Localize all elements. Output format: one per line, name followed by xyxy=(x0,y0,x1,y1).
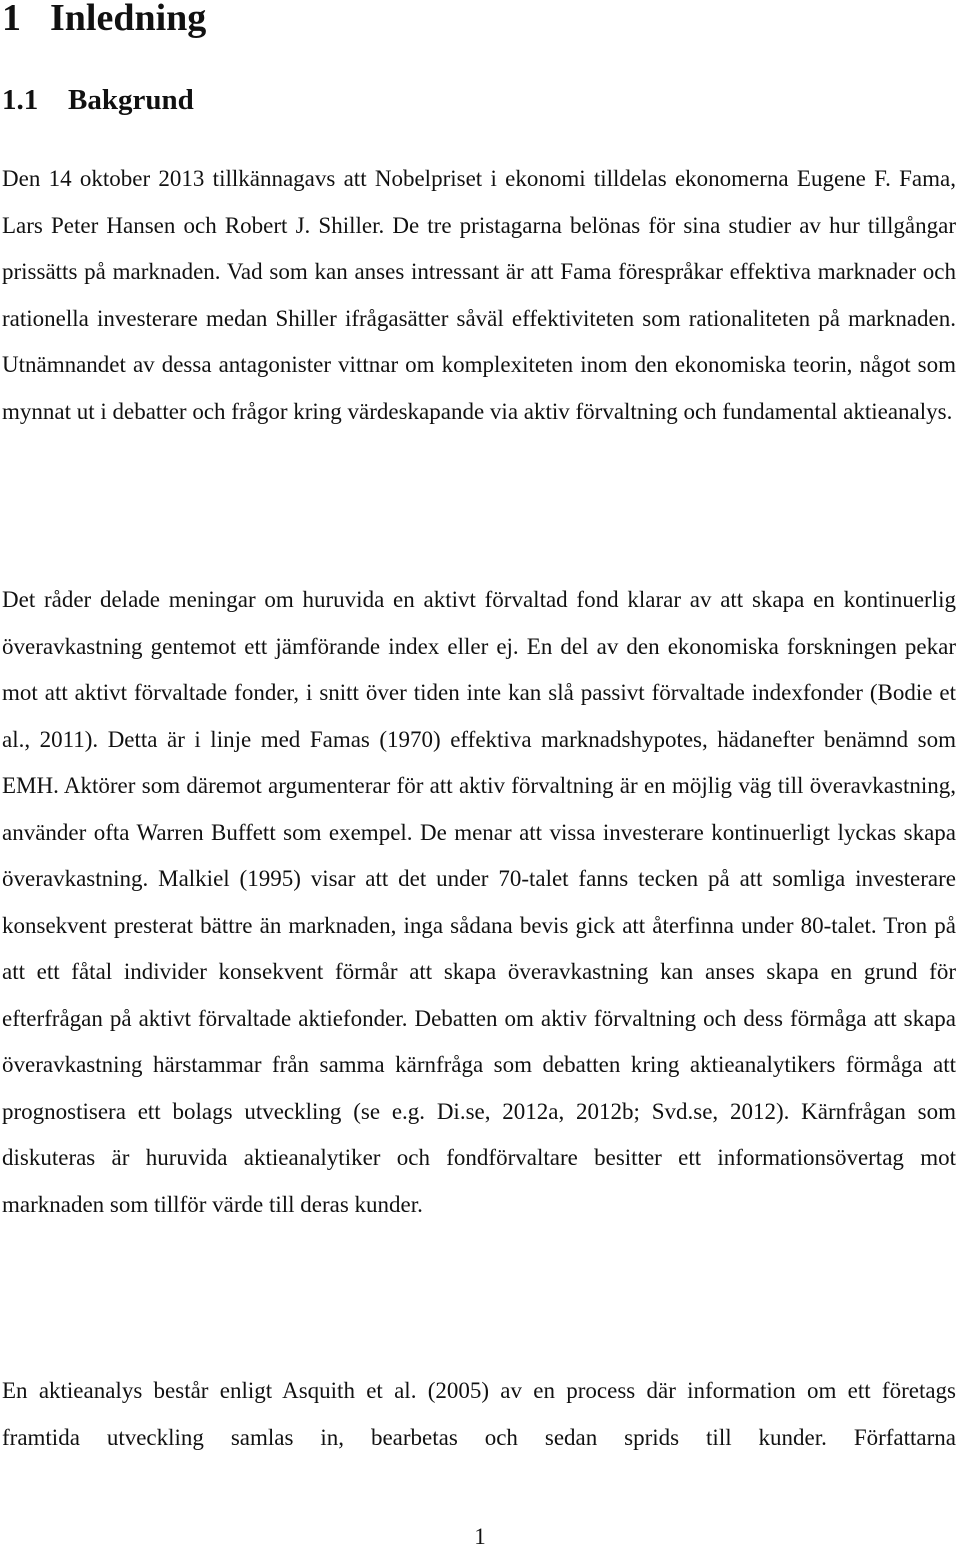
chapter-number: 1 xyxy=(2,0,21,39)
section-heading xyxy=(2,80,194,120)
section-number: 1.1 xyxy=(2,84,39,116)
chapter-title: Inledning xyxy=(50,0,207,39)
page-number: 1 xyxy=(474,1524,486,1549)
paragraph-background: Den 14 oktober 2013 tillkännagavs att Nobelpriset i ekonomi tilldelas ekonomerna Eugene F. Fama, Lars Peter Hansen och Robert J. Shiller. De tre pristagarna belönas för sina studier av hur tillgångar prissätts på marknaden. Vad som kan anses intressant är att Fama förespråkar effektiva marknader och rationella investerare medan Shiller ifrågasätter såväl effektiviteten som rationaliteten på marknaden. Utnämnandet av dessa antagonister vittnar om komplexiteten inom den ekonomiska teorin, något som mynnat ut i debatter och frågor kring värdeskapande via aktiv förvaltning och fundamental aktieanalys. xyxy=(2,166,956,424)
section-title: Bakgrund xyxy=(68,84,194,116)
chapter-heading xyxy=(2,0,206,42)
paragraph-stock-analysis: En aktieanalys består enligt Asquith et al. (2005) av en process där information om ett företags framtida utveckling samlas in, bearbetas och sedan sprids till kunder. Författarna xyxy=(2,1378,956,1450)
paragraph-active-management: Det råder delade meningar om huruvida en aktivt förvaltad fond klarar av att skapa en kontinuerlig överavkastning gentemot ett jämförande index eller ej. En del av den ekonomiska forskningen pekar mot att aktivt förvaltade fonder, i snitt över tiden inte kan slå passivt förvaltade indexfonder (Bodie et al., 2011). Detta är i linje med Famas (1970) effektiva marknadshypotes, hädanefter benämnd som EMH. Aktörer som däremot argumenterar för att aktiv förvaltning är en möjlig väg till överavkastning, använder ofta Warren Buffett som exempel. De menar att vissa investerare kontinuerligt lyckas skapa överavkastning. Malkiel (1995) visar att det under 70-talet fanns tecken på att somliga investerare konsekvent presterat bättre än marknaden, inga sådana bevis gick att återfinna under 80-talet. Tron på att ett fåtal individer konsekvent förmår att skapa överavkastning kan anses skapa en grund för efterfrågan på aktivt förvaltade aktiefonder. Debatten om aktiv förvaltning och dess förmåga att skapa överavkastning härstammar från samma kärnfråga som debatten kring aktieanalytikers förmåga att prognostisera ett bolags utveckling (se e.g. Di.se, 2012a, 2012b; Svd.se, 2012). Kärnfrågan som diskuteras är huruvida aktieanalytiker och fondförvaltare besitter ett informationsövertag mot marknaden som tillför värde till deras kunder. xyxy=(2,587,956,1217)
